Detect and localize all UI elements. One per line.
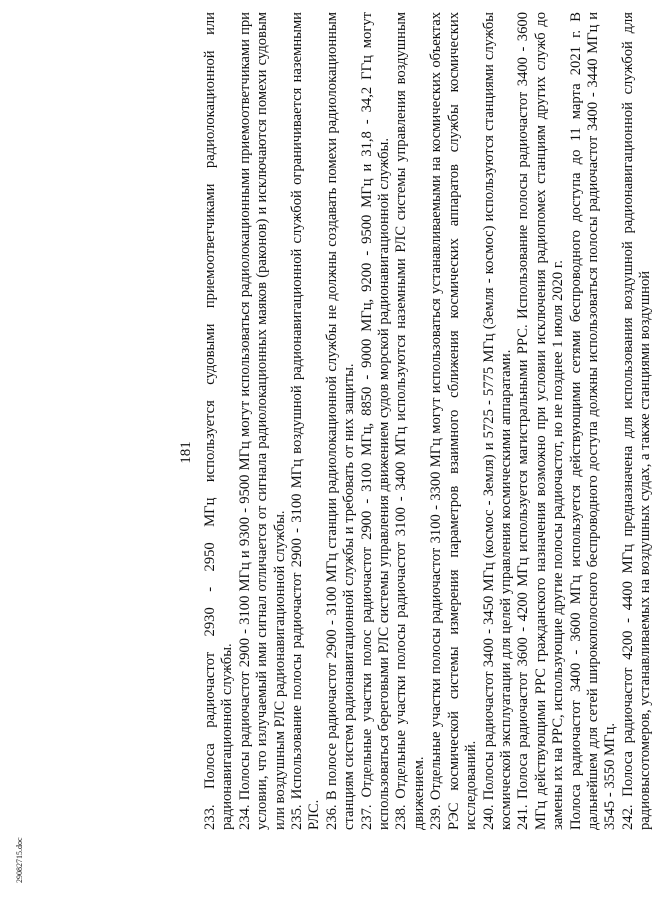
paragraph-238: 238. Отдельные участки полосы радиочастот 3100 - 3400 МГц используются наземными РЛС системы управления воздушным движением. <box>393 12 427 830</box>
paragraph-236: 236. В полосе радиочастот 2900 - 3100 МГц станции радиолокационной службы не должны создавать помехи радиолокационным станциям систем радионавигационной службы и требовать от них защиты. <box>323 12 358 830</box>
paragraph-235: 235. Использование полосы радиочастот 2900 - 3100 МГц воздушной радионавигационной службой ограничивается наземными РЛС. <box>289 12 323 830</box>
paragraph-241: 241. Полоса радиочастот 3600 - 4200 МГц используется магистральными РРС. Использование полосы радиочастот 3400 - 3600 МГц действующими РРС гражданского назначения возможно при условии исключения радиопомех станциям других служб до замены их на РРС, использующие другие полосы радиочастот, но не позднее 1 июля 2020 г. <box>515 12 567 830</box>
paragraph-240: 240. Полосы радиочастот 3400 - 3450 МГц (космос - Земля) и 5725 - 5775 МГц (Земля - космос) используются станциями службы космической эксплуатации для целей управления космическими аппаратами. <box>480 12 514 830</box>
paragraph-233: 233. Полоса радиочастот 2930 - 2950 МГц используется судовыми приемоответчиками радиолокационной или радионавигационной службы. <box>202 12 236 830</box>
page-number: 181 <box>178 441 194 464</box>
paragraph-241-continued: Полоса радиочастот 3400 - 3600 МГц используется действующими сетями беспроводного доступа до 11 марта 2021 г. В дальнейшем для сетей широкополосного беспроводного доступа должны использоваться полосы радиочастот 3400 - 3440 МГц и 3545 - 3550 МГц. <box>567 12 619 830</box>
document-code: 29082715.doc <box>15 837 24 883</box>
paragraph-239: 239. Отдельные участки полосы радиочастот 3100 - 3300 МГц могут использоваться устанавливаемыми на космических объектах РЭС космической системы измерения параметров взаимного сближения космических аппаратов службы космических исследований. <box>428 12 480 830</box>
paragraph-237: 237. Отдельные участки полос радиочастот 2900 - 3100 МГц, 8850 - 9000 МГц, 9200 - 9500 МГц и 31,8 - 34,2 ГГц могут использоваться береговыми РЛС системы управления движением судов морской радионавигационной службы. <box>358 12 393 830</box>
paragraph-242: 242. Полоса радиочастот 4200 - 4400 МГц предназначена для использования воздушной радионавигационной службой для радиовысотомеров, устанавливаемых на воздушных судах, а также станциями воздушной <box>619 12 654 830</box>
paragraph-234: 234. Полосы радиочастот 2900 - 3100 МГц и 9300 - 9500 МГц могут использоваться радиолокационными приемоответчиками при условии, что излучаемый ими сигнал отличается от сигнала радиолокационных маяков (раконов) и исключаются помехи судовым или воздушным РЛС радионавигационной службы. <box>236 12 288 830</box>
document-body <box>202 12 655 830</box>
